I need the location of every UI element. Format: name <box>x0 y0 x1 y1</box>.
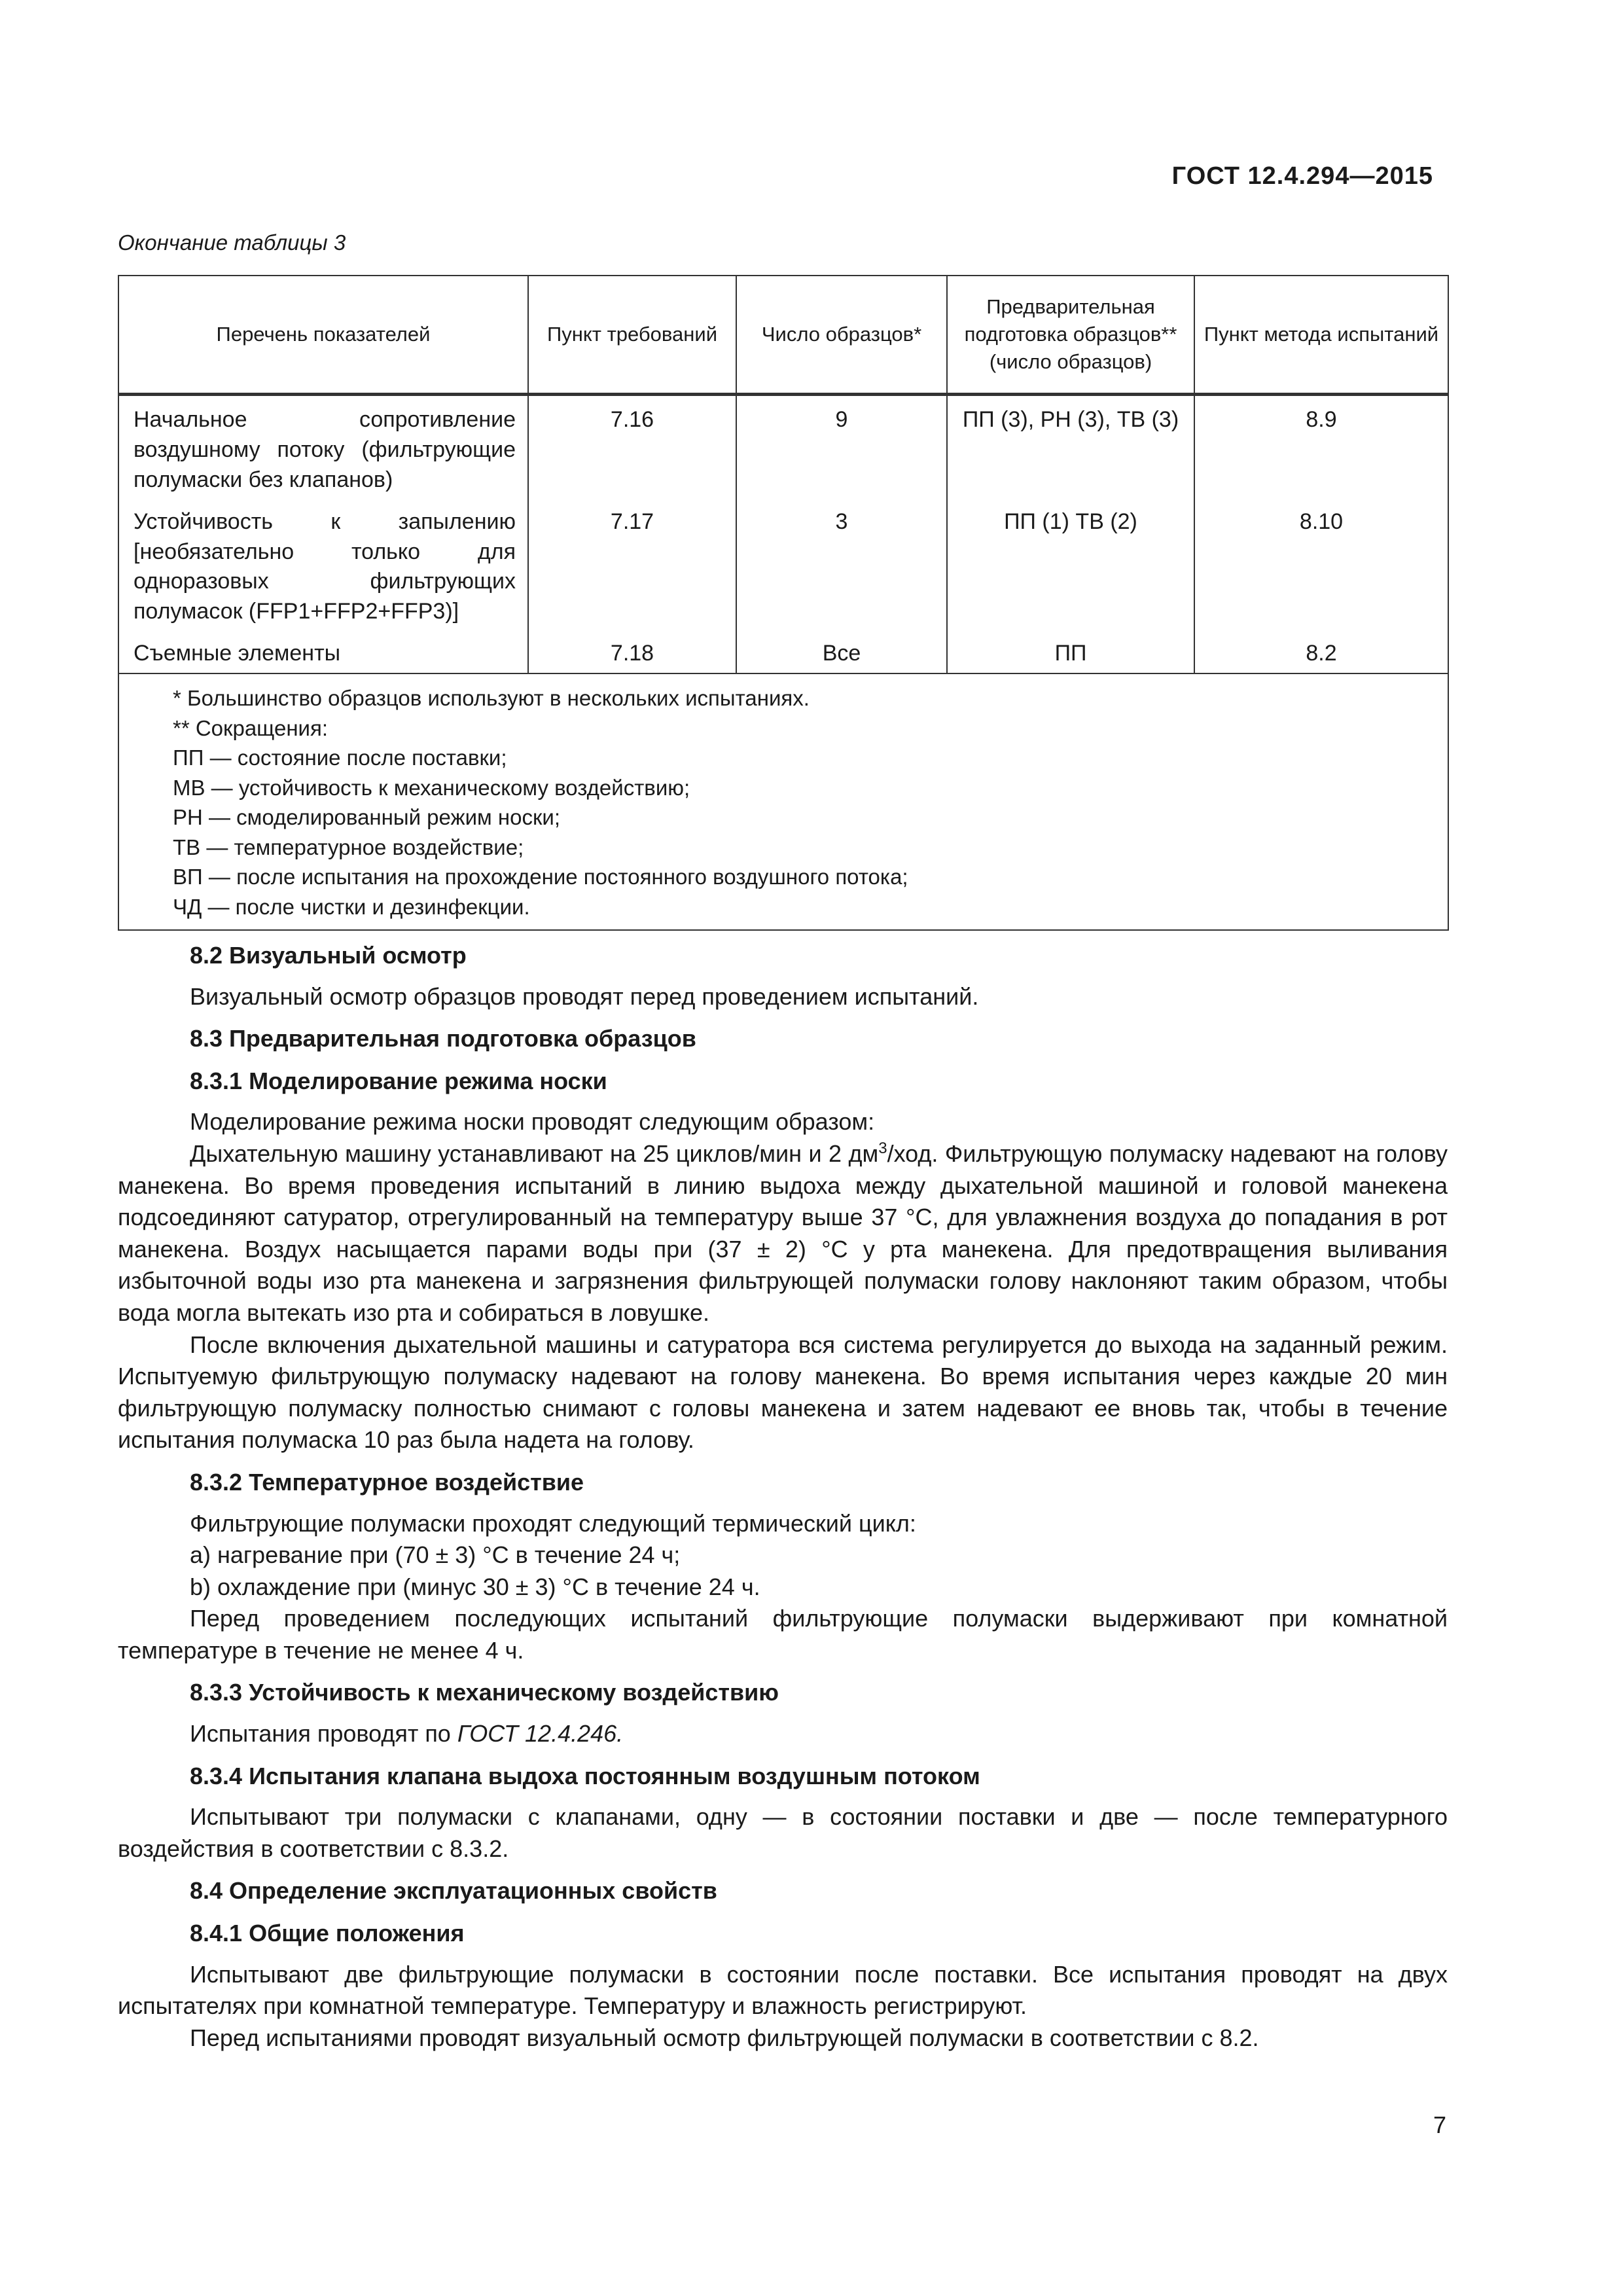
standard-code: ГОСТ 12.4.294—2015 <box>1171 162 1433 190</box>
paragraph-text: Испытания проводят по <box>190 1720 457 1748</box>
paragraph-text: /ход. Фильтрующую полумаску надевают на голову манекена. Во время проведения испытаний в линию выдоха между дыхательной машиной и головой манекена подсоединяют сатуратор, отрегулированный на температуру выше 37 °С, для увлажнения воздуха до попадания в рот манекена. Воздух насыщается парами воды при (37 ± 2) °С у рта манекена. Для предотвращения выливания избыточной воды изо рта манекена и загрязнения фильтрующей полумаски голову наклоняют таким образом, чтобы вода могла вытекать изо рта и собираться в ловушке. <box>118 1139 1448 1326</box>
paragraph-text: Дыхательную машину устанавливают на 25 циклов/мин и 2 дм <box>190 1139 879 1167</box>
standard-reference: ГОСТ 12.4.246 <box>457 1720 617 1748</box>
paragraph: Моделирование режима носки проводят следующим образом: <box>190 1108 875 1136</box>
list-item: a) нагревание при (70 ± 3) °С в течение 24 ч; <box>190 1541 681 1569</box>
column-header: Перечень показателей <box>118 276 528 395</box>
table-cell: 3 <box>736 498 947 630</box>
document-body <box>118 929 1448 2054</box>
paragraph: Испытывают две фильтрующие полумаски в состоянии после поставки. Все испытания проводят на двух испытателях при комнатной температуре. Температуру и влажность регистрируют. <box>118 1960 1448 2020</box>
table-cell: 8.10 <box>1194 498 1448 630</box>
table-cell: ПП (3), РН (3), ТВ (3) <box>947 395 1194 498</box>
table-cell: Все <box>736 630 947 673</box>
section-heading: 8.3.4 Испытания клапана выдоха постоянным воздушным потоком <box>190 1762 980 1789</box>
superscript: 3 <box>878 1139 887 1157</box>
section-heading: 8.2 Визуальный осмотр <box>190 942 467 969</box>
paragraph: Испытывают три полумаски с клапанами, одну — в состоянии поставки и две — после температурного воздействия в соответствии с 8.3.2. <box>118 1803 1448 1862</box>
paragraph <box>118 1138 1448 1329</box>
table-cell: 9 <box>736 395 947 498</box>
table-notes <box>118 673 1448 930</box>
table-notes-row <box>118 673 1448 930</box>
section-heading: 8.3.3 Устойчивость к механическому воздействию <box>190 1679 779 1706</box>
list-item: b) охлаждение при (минус 30 ± 3) °С в течение 24 ч. <box>190 1573 760 1600</box>
table-note: ВП — после испытания на прохождение постоянного воздушного потока; <box>173 865 908 889</box>
section-heading: 8.4 Определение эксплуатационных свойств <box>190 1877 717 1905</box>
table-cell: Устойчивость к запылению [необязательно только для одноразовых фильтрующих полумасок (FFP1+FFP2+FFP3)] <box>118 498 528 630</box>
section-heading: 8.3.1 Моделирование режима носки <box>190 1067 607 1094</box>
paragraph: Перед испытаниями проводят визуальный осмотр фильтрующей полумаски в соответствии с 8.2. <box>190 2024 1259 2051</box>
section-heading: 8.3.2 Температурное воздействие <box>190 1468 584 1496</box>
table-cell: 8.2 <box>1194 630 1448 673</box>
table-cell: 7.17 <box>528 498 736 630</box>
requirements-table <box>118 275 1448 931</box>
spec-table <box>118 275 1449 931</box>
table-cell: 7.16 <box>528 395 736 498</box>
table-row <box>118 395 1448 498</box>
section-heading: 8.3 Предварительная подготовка образцов <box>190 1025 696 1052</box>
page-number: 7 <box>1433 2111 1446 2138</box>
table-note: * Большинство образцов используют в нескольких испытаниях. <box>173 686 810 711</box>
table-note: ** Сокращения: <box>173 715 329 740</box>
paragraph: Визуальный осмотр образцов проводят перед проведением испытаний. <box>190 982 979 1010</box>
table-header-row <box>118 276 1448 395</box>
paragraph: Перед проведением последующих испытаний фильтрующие полумаски выдерживают при комнатной температуре в течение не менее 4 ч. <box>118 1605 1448 1664</box>
column-header: Пункт метода испытаний <box>1194 276 1448 395</box>
table-row <box>118 630 1448 673</box>
table-note: ТВ — температурное воздействие; <box>173 834 524 859</box>
table-cell: ПП <box>947 630 1194 673</box>
table-cell: 7.18 <box>528 630 736 673</box>
table-row <box>118 498 1448 630</box>
table-cell: Начальное сопротивление воздушному потоку (фильтрующие полумаски без клапанов) <box>118 395 528 498</box>
column-header: Пункт требований <box>528 276 736 395</box>
paragraph: Фильтрующие полумаски проходят следующий термический цикл: <box>190 1509 916 1537</box>
table-cell: Съемные элементы <box>118 630 528 673</box>
table-cell: ПП (1) ТВ (2) <box>947 498 1194 630</box>
table-caption: Окончание таблицы 3 <box>118 230 346 255</box>
table-note: МВ — устойчивость к механическому воздействию; <box>173 775 690 800</box>
paragraph-text: . <box>616 1720 624 1748</box>
column-header: Число образцов* <box>736 276 947 395</box>
table-note: ПП — состояние после поставки; <box>173 745 507 770</box>
paragraph <box>118 1718 1448 1750</box>
section-heading: 8.4.1 Общие положения <box>190 1920 465 1947</box>
table-cell: 8.9 <box>1194 395 1448 498</box>
paragraph: После включения дыхательной машины и сатуратора вся система регулируется до выхода на заданный режим. Испытуемую фильтрующую полумаску надевают на голову манекена. Во время испытания через каждые 20 мин фильтрующую полумаску полностью снимают с головы манекена и затем надевают ее вновь так, чтобы в течение испытания полумаска 10 раз была надета на голову. <box>118 1331 1448 1454</box>
table-note: РН — смоделированный режим носки; <box>173 805 561 830</box>
table-note: ЧД — после чистки и дезинфекции. <box>173 894 530 919</box>
column-header: Предварительная подготовка образцов** (число образцов) <box>947 276 1194 395</box>
